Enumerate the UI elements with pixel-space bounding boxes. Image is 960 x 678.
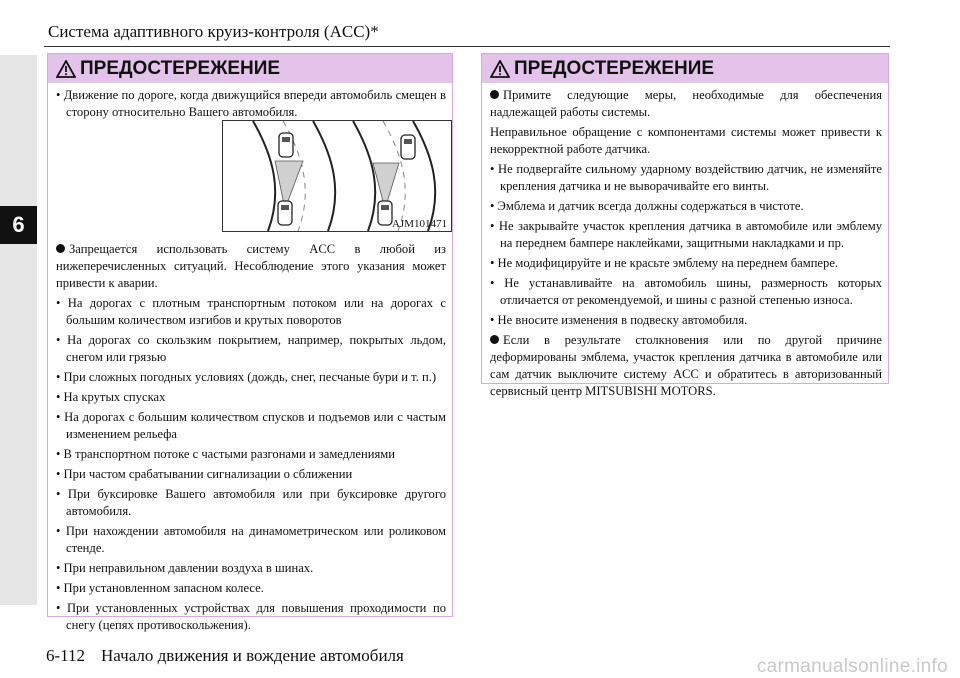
warning-triangle-icon xyxy=(490,60,510,78)
page-title: Система адаптивного круиз-контроля (ACC)* xyxy=(48,22,379,41)
list-item: • При установленном запасном колесе. xyxy=(56,581,264,595)
list-item: • Не модифицируйте и не красьте эмблему на переднем бампере. xyxy=(490,256,839,270)
warning-heading-text: ПРЕДОСТЕРЕЖЕНИЕ xyxy=(514,57,715,79)
car-icon xyxy=(378,201,392,225)
main-point-right: Примите следующие меры, необходимые для обеспечения надлежащей работы системы. xyxy=(490,88,882,119)
chapter-tab: 6 xyxy=(0,206,37,244)
warning-box-right xyxy=(481,53,889,398)
car-icon xyxy=(278,201,292,225)
bullet-dot-icon xyxy=(56,244,65,253)
page-footer xyxy=(46,646,404,666)
list-item: • Не подвергайте сильному ударному воздействию датчик, не изменяйте крепления датчика и не выворачивайте его винты. xyxy=(490,162,882,193)
list-item: • При буксировке Вашего автомобиля или при буксировке другого автомобиля. xyxy=(56,487,446,518)
bullet-dot-icon xyxy=(490,90,499,99)
list-item: • Не устанавливайте на автомобиль шины, размерность которых отличается от рекомендуемой, и шины с разной степенью износа. xyxy=(490,276,882,307)
bullet-dot-icon xyxy=(490,335,499,344)
section-title: Начало движения и вождение автомобиля xyxy=(101,646,404,665)
warning-heading-right xyxy=(482,54,888,83)
list-item: • При нахождении автомобиля на динамометрическом или роликовом стенде. xyxy=(56,524,446,555)
figure-label: AJM101471 xyxy=(391,218,447,230)
list-item: • Не вносите изменения в подвеску автомобиля. xyxy=(490,313,748,327)
page-number: 6-112 xyxy=(46,646,86,665)
warning-heading-text: ПРЕДОСТЕРЕЖЕНИЕ xyxy=(80,57,281,79)
road-diagram xyxy=(223,121,451,231)
car-icon xyxy=(401,135,415,159)
car-icon xyxy=(279,133,293,157)
paragraph: Неправильное обращение с компонентами системы может привести к некорректной работе датчика. xyxy=(490,125,882,156)
warning-heading-left xyxy=(48,54,452,83)
main-point-right-2: Если в результате столкновения или по другой причине деформированы эмблема, участок крепления датчика в автомобиле или сам датчик выключите систему ACC и обратитесь в авторизованный сервисный центр MITSUBISHI MOTORS. xyxy=(490,333,882,398)
list-item: • На крутых спусках xyxy=(56,390,166,404)
header-divider xyxy=(44,46,890,47)
list-item: • При установленных устройствах для повышения проходимости по снегу (цепях противоскольжения). xyxy=(56,601,446,632)
list-item: • Эмблема и датчик всегда должны содержаться в чистоте. xyxy=(490,199,804,213)
list-item: • На дорогах с плотным транспортным потоком или на дорогах с большим количеством изгибов и крутых поворотов xyxy=(56,296,446,327)
list-item: • Не закрывайте участок крепления датчика в автомобиле или эмблему на переднем бампере наклейками, защитными накладками и пр. xyxy=(490,219,882,250)
list-item: • На дорогах с большим количеством спусков и подъемов или с частым изменением рельефа xyxy=(56,410,446,441)
list-item: • На дорогах со скользким покрытием, например, покрытых льдом, снегом или грязью xyxy=(56,333,446,364)
list-item: • В транспортном потоке с частыми разгонами и замедлениями xyxy=(56,447,395,461)
watermark: carmanualsonline.info xyxy=(756,656,948,677)
intro-bullet: • Движение по дороге, когда движущийся впереди автомобиль смещен в сторону относительно Вашего автомобиля. xyxy=(56,88,446,119)
warning-triangle-icon xyxy=(56,60,76,78)
list-item: • При неправильном давлении воздуха в шинах. xyxy=(56,561,314,575)
list-item: • При частом срабатывании сигнализации о сближении xyxy=(56,467,353,481)
road-illustration xyxy=(222,120,452,232)
warning-body-right xyxy=(482,83,888,400)
list-item: • При сложных погодных условиях (дождь, снег, песчаные бури и т. п.) xyxy=(56,370,437,384)
main-point-left: Запрещается использовать систему ACC в любой из нижеперечисленных ситуаций. Несоблюдение этого указания может привести к аварии. xyxy=(56,242,446,290)
side-strip xyxy=(0,55,37,605)
